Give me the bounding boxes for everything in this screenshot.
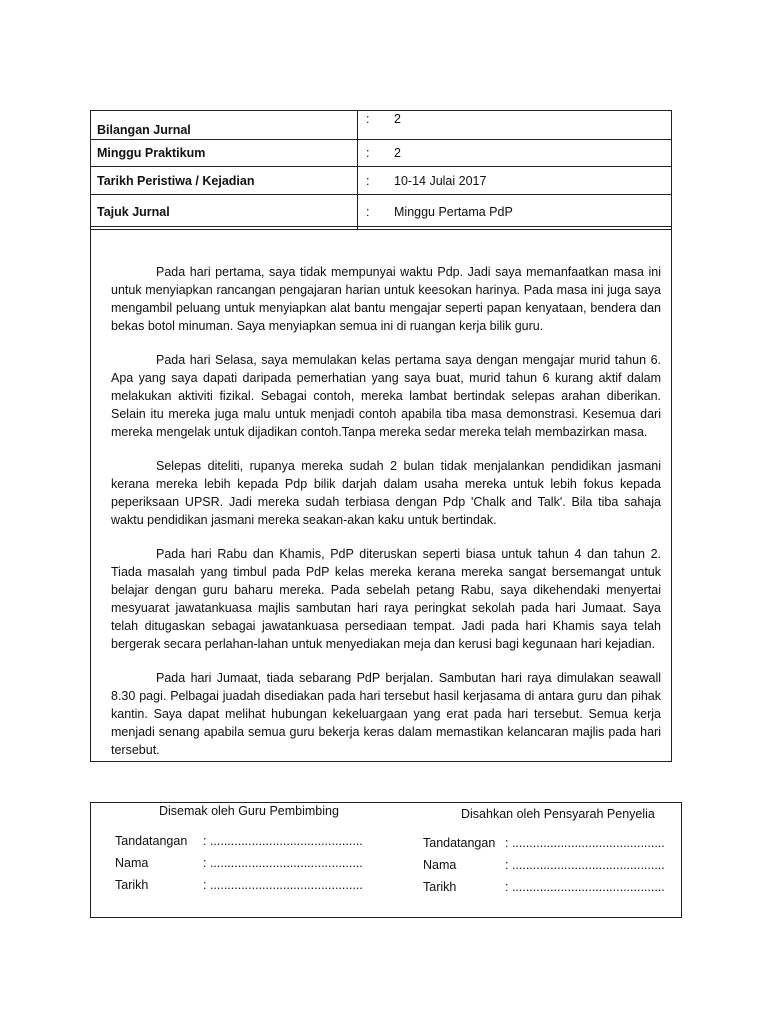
date-field: [115, 878, 363, 892]
journal-info-table: [90, 110, 672, 230]
field-label: Tarikh: [115, 878, 149, 892]
field-value: : ............................................: [505, 880, 665, 894]
info-row-journal-number: [91, 111, 672, 140]
info-value: Minggu Pertama PdP: [394, 205, 513, 219]
field-label: Nama: [423, 858, 457, 872]
field-value: : ............................................: [505, 858, 665, 872]
info-value: 10-14 Julai 2017: [394, 173, 487, 188]
field-value: : ............................................: [203, 878, 363, 892]
info-value: 2: [394, 112, 401, 126]
journal-paragraph: Pada hari Rabu dan Khamis, PdP diteruskan seperti biasa untuk tahun 4 dan tahun 2. Tiada masalah yang timbul pada PdP kelas mereka kerana mereka sangat bersemangat untuk belajar dengan guru baharu mereka. Pada sebelah petang Rabu, saya dikehendaki menyertai mesyuarat jawatankuasa majlis sambutan hari raya peringkat sekolah pada hari Jumaat. Saya telah ditugaskan sebagai jawatankuasa persediaan tempat. Jadi pada hari Khamis saya telah bergerak secara perlahan-lahan untuk menyediakan meja dan kerusi bagi kegunaan hari kejadian.: [111, 547, 661, 651]
field-label: Nama: [115, 856, 149, 870]
field-label: Tarikh: [423, 880, 457, 894]
journal-paragraph: Pada hari Jumaat, tiada sebarang PdP berjalan. Sambutan hari raya dimulakan seawall 8.30 pagi. Pelbagai juadah disediakan pada hari tersebut hasil kerjasama di antara guru dan pihak kantin. Saya dapat melihat hubungan kekeluargaan yang erat pada hari tersebut. Semua kerja menjadi senang apabila semua guru bekerja keras dalam memastikan kelancaran majlis pada hari tersebut.: [111, 671, 661, 757]
info-row-practicum-week: [91, 140, 672, 167]
info-row-event-date: [91, 167, 672, 195]
date-field: [423, 880, 665, 894]
info-label: Tarikh Peristiwa / Kejadian: [91, 167, 358, 195]
info-colon: :: [366, 205, 370, 219]
info-value-cell: [358, 111, 672, 140]
info-colon: :: [366, 112, 370, 126]
journal-body: [90, 226, 672, 762]
info-label: Minggu Praktikum: [91, 140, 358, 167]
name-field: [423, 858, 665, 872]
info-value-cell: [358, 167, 672, 195]
info-label: Bilangan Jurnal: [91, 111, 358, 140]
info-value-cell: [358, 140, 672, 167]
lecturer-signoff-heading: Disahkan oleh Pensyarah Penyelia: [461, 807, 655, 821]
info-colon: :: [366, 146, 370, 160]
info-row-journal-title: [91, 195, 672, 230]
journal-paragraph: Pada hari Selasa, saya memulakan kelas pertama saya dengan mengajar murid tahun 6. Apa yang saya dapati daripada pemerhatian yang saya buat, murid tahun 6 kurang aktif dalam melakukan aktiviti fizikal. Sebagai contoh, mereka lambat bertindak selepas arahan diberikan. Selain itu mereka juga malu untuk menjadi contoh apabila tiba masa demonstrasi. Kesemua dari mereka mengelak untuk dijadikan contoh.Tanpa mereka sedar mereka telah membazirkan masa.: [111, 353, 661, 439]
journal-paragraph: Selepas diteliti, rupanya mereka sudah 2 bulan tidak menjalankan pendidikan jasmani kerana mereka lebih kepada Pdp bilik darjah dalam usaha mereka untuk lebih fokus kepada peperiksaan UPSR. Jadi mereka sudah terbiasa dengan Pdp 'Chalk and Talk'. Bila tiba sahaja waktu pendidikan jasmani mereka seakan-akan kaku untuk bertindak.: [111, 459, 661, 527]
info-value: 2: [394, 146, 401, 160]
signature-field: [423, 836, 665, 850]
name-field: [115, 856, 363, 870]
signature-field: [115, 834, 363, 848]
info-value-cell: [358, 195, 672, 230]
signoff-box: [90, 802, 682, 918]
info-label: Tajuk Jurnal: [91, 195, 358, 230]
journal-paragraph: Pada hari pertama, saya tidak mempunyai waktu Pdp. Jadi saya memanfaatkan masa ini untuk menyiapkan rancangan pengajaran harian untuk keesokan harinya. Pada masa ini juga saya mengambil peluang untuk menyiapkan alat bantu mengajar seperti papan kenyataan, bendera dan bekas botol minuman. Saya menyiapkan semua ini di ruangan kerja bilik guru.: [111, 265, 661, 333]
field-value: : ............................................: [505, 836, 665, 850]
field-value: : ............................................: [203, 856, 363, 870]
field-value: : ............................................: [203, 834, 363, 848]
info-colon: :: [366, 173, 370, 188]
mentor-signoff-heading: Disemak oleh Guru Pembimbing: [159, 804, 339, 818]
field-label: Tandatangan: [115, 834, 188, 848]
field-label: Tandatangan: [423, 836, 496, 850]
